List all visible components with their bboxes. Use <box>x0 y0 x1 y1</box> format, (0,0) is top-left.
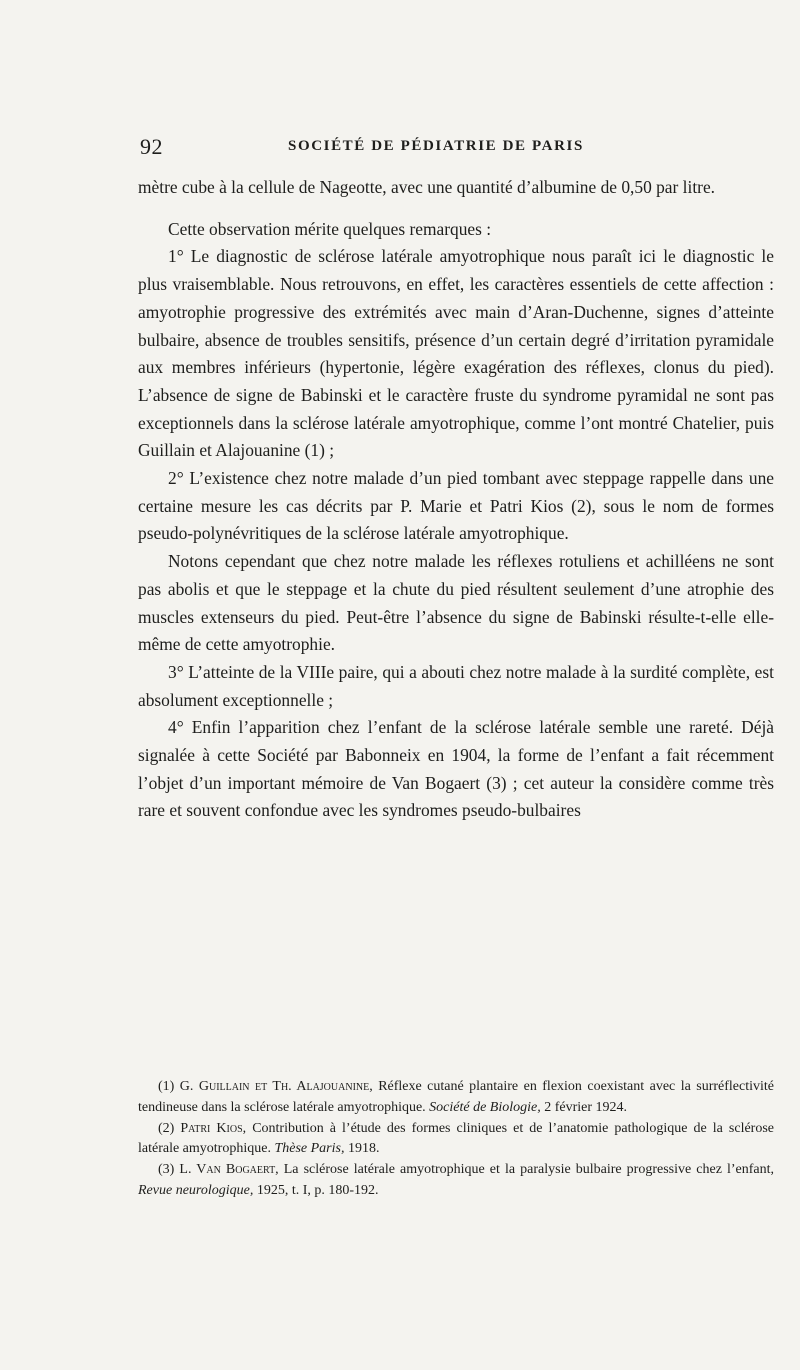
footnote-text: Contribution à l’étude des formes cliniques et de l’anatomie pathologique de la sclérose latérale amyotrophique. <box>138 1120 775 1157</box>
footnote-source: Société de Biologie, <box>429 1099 541 1115</box>
paragraph-continuation: mètre cube à la cellule de Nageotte, avec une quantité d’albumine de 0,50 par litre. <box>138 177 716 197</box>
footnote-number: (3) <box>158 1162 175 1178</box>
footnote-number: (2) <box>158 1120 175 1136</box>
footnotes <box>138 1077 774 1202</box>
footnote-2 <box>138 1119 774 1161</box>
footnote-source: Thèse Paris, <box>274 1141 345 1157</box>
footnote-date: 1918. <box>344 1141 380 1157</box>
footnote-author: L. Van Bogaert, <box>179 1162 279 1178</box>
footnote-number: (1) <box>158 1079 175 1094</box>
paragraph-note: Notons cependant que chez notre malade les réflexes rotuliens et achilléens ne sont pas abolis et que le steppage et la chute du pied résultent seulement d’une atrophie des muscles extenseurs du pied. Peut-être l’absence du signe de Babinski résulte-t-elle elle-même de cette amyotrophie. <box>138 551 774 655</box>
footnote-text: La sclérose latérale amyotrophique et la paralysie bulbaire progressive chez l’enfant, <box>278 1162 775 1178</box>
footnote-1 <box>138 1077 774 1119</box>
paragraph-remark-2: 2° L’existence chez notre malade d’un pied tombant avec steppage rappelle dans une certaine mesure les cas décrits par P. Marie et Patri Kios (2), sous le nom de formes pseudo-polynévritiques de la sclérose latérale amyotrophique. <box>138 468 774 544</box>
page-number: 92 <box>140 134 163 159</box>
body-text <box>138 174 774 825</box>
paragraph-remark-1: 1° Le diagnostic de sclérose latérale amyotrophique nous paraît ici le diagnostic le plus vraisemblable. Nous retrouvons, en effet, les caractères essentiels de cette affection : amyotrophie progressive des extrémités avec main d’Aran-Duchenne, signes d’atteinte bulbaire, absence de troubles sensitifs, présence d’un certain degré d’irritation pyramidale aux membres inférieurs (hypertonie, légère exagération des réflexes, clonus du pied). L’absence de signe de Babinski et le caractère fruste du syndrome pyramidal ne sont pas exceptionnels dans la sclérose latérale amyotrophique, comme l’ont montré Chatelier, puis Guillain et Alajouanine (1) ; <box>138 246 774 461</box>
paragraph-intro: Cette observation mérite quelques remarques : <box>168 218 492 239</box>
footnote-date: 1925, t. I, p. 180-192. <box>253 1182 379 1198</box>
footnote-source: Revue neurologique, <box>138 1182 254 1198</box>
paragraph-remark-4: 4° Enfin l’apparition chez l’enfant de la sclérose latérale semble une rareté. Déjà signalée à cette Société par Babonneix en 1904, la forme de l’enfant a fait récemment l’objet d’un important mémoire de Van Bogaert (3) ; cet auteur la considère comme très rare et souvent confondue avec les syndromes pseudo-bulbaires <box>138 717 774 821</box>
paragraph-remark-3: 3° L’atteinte de la VIIIe paire, qui a abouti chez notre malade à la surdité complète, est absolument exceptionnelle ; <box>138 661 774 710</box>
footnote-author: Patri Kios, <box>180 1120 247 1136</box>
footnote-text: Réflexe cutané plantaire en flexion coexistant avec la surréflectivité tendineuse dans la sclérose latérale amyotrophique. <box>138 1079 774 1115</box>
page-header <box>140 134 800 164</box>
footnote-date: 2 février 1924. <box>540 1099 628 1115</box>
running-head: SOCIÉTÉ DE PÉDIATRIE DE PARIS <box>288 138 584 154</box>
footnote-author: G. Guillain et Th. Alajouanine, <box>179 1079 373 1094</box>
footnote-3 <box>138 1160 774 1202</box>
